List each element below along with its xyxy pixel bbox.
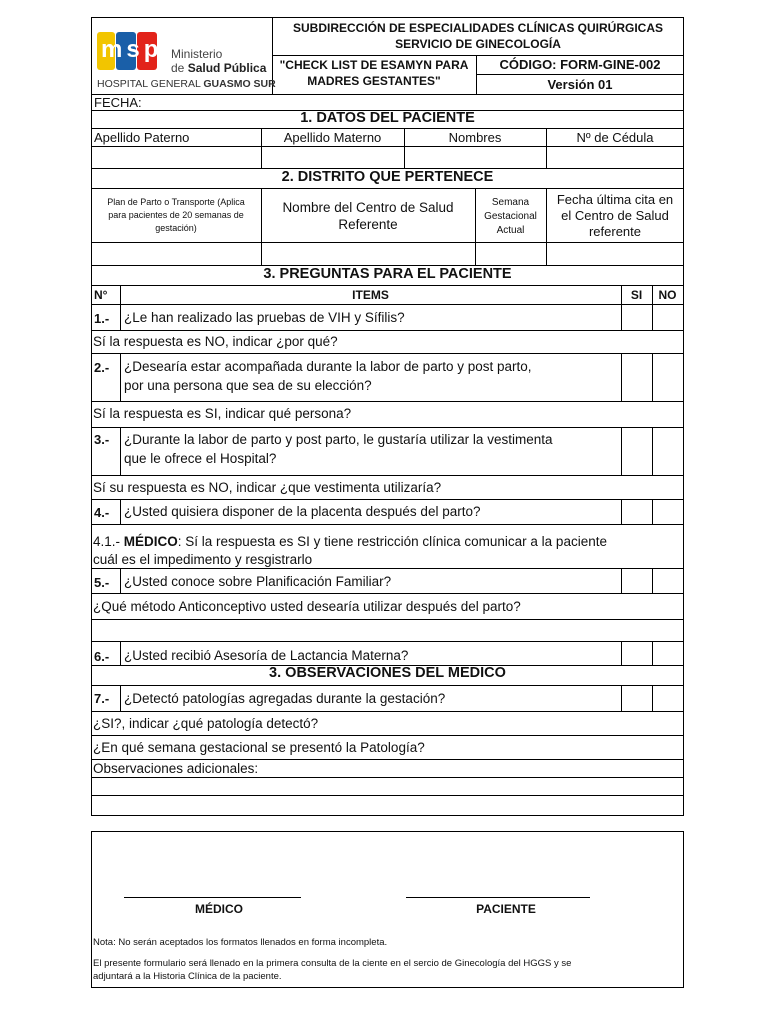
observaciones-field-2[interactable]	[92, 796, 682, 814]
q6-si-checkbox[interactable]	[622, 642, 651, 664]
q3-no-checkbox[interactable]	[653, 428, 682, 474]
q7-si-checkbox[interactable]	[622, 686, 651, 710]
q3-number: 3.-	[94, 432, 110, 447]
cedula-field[interactable]	[547, 147, 683, 167]
q4-text: ¿Usted quisiera disponer de la placenta después del parto?	[124, 504, 481, 519]
section2-title: 2. DISTRITO QUE PERTENECE	[281, 169, 494, 185]
medico-label: MÉDICO	[195, 902, 243, 916]
q5-follow: ¿Qué método Anticonceptivo usted desearía utilizar después del parto?	[93, 599, 521, 614]
q2-text-2: por una persona que sea de su elección?	[124, 378, 372, 393]
col-nombres: Nombres	[448, 130, 502, 145]
q5-no-checkbox[interactable]	[653, 569, 682, 592]
semana-label-3: Actual	[496, 225, 525, 236]
q7-follow-1: ¿SI?, indicar ¿qué patología detectó?	[93, 716, 319, 731]
q6-no-checkbox[interactable]	[653, 642, 682, 664]
section1-title: 1. DATOS DEL PACIENTE	[300, 110, 475, 126]
note-2-line1: El presente formulario será llenado en la primera consulta de la ciente en el sercio de Ginecología del HGGS y se	[93, 958, 572, 969]
q3-si-checkbox[interactable]	[622, 428, 651, 474]
q3-follow: Sí su respuesta es NO, indicar ¿que vestimenta utilizaría?	[93, 480, 442, 495]
q4-no-checkbox[interactable]	[653, 500, 682, 523]
apellido-paterno-field[interactable]	[92, 147, 260, 167]
head-number: N°	[94, 288, 108, 302]
head-si: SI	[630, 288, 643, 302]
form-code: CÓDIGO: FORM-GINE-002	[499, 57, 661, 72]
q5-number: 5.-	[94, 575, 110, 590]
logo	[97, 28, 276, 90]
note-1: Nota: No serán aceptados los formatos llenados en forma incompleta.	[93, 937, 388, 948]
q7-no-checkbox[interactable]	[653, 686, 682, 710]
q5-text: ¿Usted conoce sobre Planificación Familiar?	[124, 574, 392, 589]
q3-text-2: que le ofrece el Hospital?	[124, 451, 277, 466]
section3-title: 3. PREGUNTAS PARA EL PACIENTE	[263, 266, 512, 282]
q3-text-1: ¿Durante la labor de parto y post parto, le gustaría utilizar la vestimenta	[124, 432, 553, 447]
plan-parto-label-1: Plan de Parto o Transporte (Aplica	[107, 197, 245, 207]
q41-text-1: 4.1.- MÉDICO: Sí la respuesta es SI y tiene restricción clínica comunicar a la paciente	[93, 534, 607, 549]
semana-label-1: Semana	[491, 197, 530, 208]
q7-number: 7.-	[94, 691, 110, 706]
col-apellido-materno: Apellido Materno	[283, 130, 382, 145]
fecha-cita-label-3: referente	[588, 224, 642, 239]
q1-follow: Sí la respuesta es NO, indicar ¿por qué?	[93, 334, 338, 349]
q5-follow-field[interactable]	[92, 620, 682, 640]
q1-text: ¿Le han realizado las pruebas de VIH y Sífilis?	[124, 310, 405, 325]
centro-salud-field[interactable]	[262, 243, 474, 264]
signature-line-paciente	[406, 897, 590, 898]
col-cedula: Nº de Cédula	[576, 130, 654, 145]
paciente-signature-field[interactable]	[406, 870, 590, 896]
signature-line-medico	[124, 897, 301, 898]
q2-no-checkbox[interactable]	[653, 354, 682, 400]
fecha-cita-label-2: el Centro de Salud	[561, 208, 669, 223]
form-title-line2: MADRES GESTANTES"	[307, 74, 441, 88]
col-apellido-paterno: Apellido Paterno	[94, 130, 190, 145]
q2-number: 2.-	[94, 360, 110, 375]
ministry-line1: Ministerio	[171, 47, 223, 61]
paciente-label: PACIENTE	[476, 902, 536, 916]
q7-follow-2: ¿En qué semana gestacional se presentó la Patología?	[93, 740, 425, 755]
head-items: ITEMS	[352, 288, 389, 302]
apellido-materno-field[interactable]	[262, 147, 403, 167]
logo-text: msp	[101, 36, 163, 63]
q2-si-checkbox[interactable]	[622, 354, 651, 400]
q1-no-checkbox[interactable]	[653, 305, 682, 329]
q2-follow: Sí la respuesta es SI, indicar qué persona?	[93, 406, 352, 421]
fecha-label: FECHA:	[94, 95, 142, 110]
q6-text: ¿Usted recibió Asesoría de Lactancia Materna?	[124, 648, 409, 663]
header-title-line1: SUBDIRECCIÓN DE ESPECIALIDADES CLÍNICAS QUIRÚRGICAS	[292, 21, 664, 35]
q2-text-1: ¿Desearía estar acompañada durante la labor de parto y post parto,	[124, 359, 532, 374]
ministry-line2: de Salud Pública	[171, 61, 267, 75]
q1-number: 1.-	[94, 311, 110, 326]
plan-parto-field[interactable]	[92, 243, 260, 264]
form-title-line1: "CHECK LIST DE ESAMYN PARA	[279, 58, 469, 72]
q5-si-checkbox[interactable]	[622, 569, 651, 592]
fecha-cita-field[interactable]	[547, 243, 683, 264]
fecha-cita-label-1: Fecha última cita en	[556, 192, 674, 207]
section4-title: 3. OBSERVACIONES DEL MEDICO	[269, 665, 506, 681]
plan-parto-label-3: gestación)	[155, 223, 197, 233]
plan-parto-label-2: para pacientes de 20 semanas de	[108, 210, 244, 220]
header-title-line2: SERVICIO DE GINECOLOGÍA	[395, 37, 561, 51]
note-2-line2: adjuntará a la Historia Clínica de la paciente.	[93, 971, 282, 982]
semana-label-2: Gestacional	[484, 211, 537, 222]
q6-number: 6.-	[94, 649, 110, 664]
centro-salud-label-1: Nombre del Centro de Salud	[282, 200, 454, 215]
hospital-name: HOSPITAL GENERAL GUASMO SUR	[97, 78, 276, 90]
medico-signature-field[interactable]	[124, 870, 301, 896]
observaciones-field-1[interactable]	[92, 778, 682, 794]
q7-text: ¿Detectó patologías agregadas durante la gestación?	[124, 691, 446, 706]
head-no: NO	[658, 288, 677, 302]
nombres-field[interactable]	[405, 147, 545, 167]
q4-si-checkbox[interactable]	[622, 500, 651, 523]
q1-si-checkbox[interactable]	[622, 305, 651, 329]
centro-salud-label-2: Referente	[338, 217, 398, 232]
semana-field[interactable]	[476, 243, 545, 264]
form-version: Versión 01	[547, 77, 613, 92]
q4-number: 4.-	[94, 505, 110, 520]
observaciones-label: Observaciones adicionales:	[93, 761, 259, 776]
q41-text-2: cuál es el impedimento y resgistrarlo	[93, 552, 313, 567]
